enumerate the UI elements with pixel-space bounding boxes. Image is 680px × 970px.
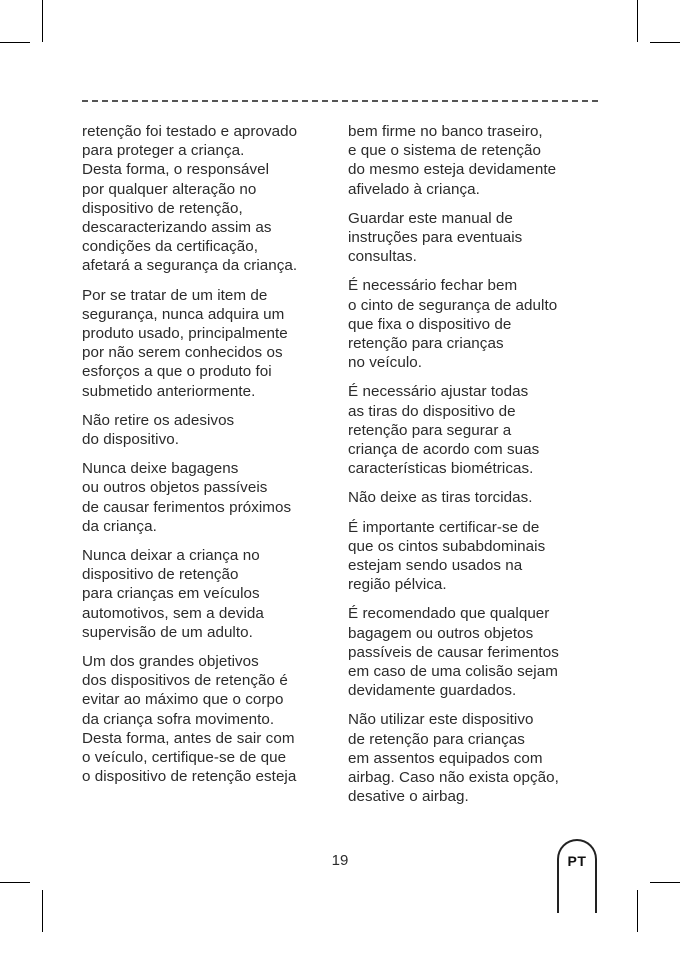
- paragraph: Por se tratar de um item de segurança, nunca adquira um produto usado, principalmente por não serem conhecidos os esforços a que o produto foi submetido anteriormente.: [82, 286, 288, 400]
- paragraph: Nunca deixe bagagens ou outros objetos passíveis de causar ferimentos próximos da criança.: [82, 460, 292, 535]
- crop-mark: [0, 882, 30, 883]
- crop-mark: [0, 42, 30, 43]
- crop-mark: [42, 890, 43, 932]
- left-column: [82, 122, 337, 797]
- language-tab: [557, 839, 597, 913]
- crop-mark: [637, 0, 638, 42]
- dashed-divider: [82, 100, 598, 102]
- paragraph: retenção foi testado e aprovado para proteger a criança. Desta forma, o responsável por qualquer alteração no dispositivo de retenção, descaracterizando assim as condições da certificação, afetará a segurança da criança.: [82, 123, 298, 275]
- crop-mark: [42, 0, 43, 42]
- paragraph: Nunca deixar a criança no dispositivo de retenção para crianças em veículos automotivos, sem a devida supervisão de um adulto.: [82, 547, 264, 641]
- paragraph: É importante certificar-se de que os cintos subabdominais estejam sendo usados na região pélvica.: [348, 518, 546, 594]
- paragraph: bem firme no banco traseiro, e que o sistema de retenção do mesmo esteja devidamente afivelado à criança.: [348, 123, 557, 198]
- paragraph: Guardar este manual de instruções para eventuais consultas.: [348, 209, 523, 266]
- paragraph: É recomendado que qualquer bagagem ou outros objetos passíveis de causar ferimentos em caso de uma colisão sejam devidamente guardados.: [348, 605, 559, 700]
- crop-mark: [637, 890, 638, 932]
- paragraph: Um dos grandes objetivos dos dispositivos de retenção é evitar ao máximo que o corpo da criança sofra movimento. Desta forma, antes de sair com o veículo, certifique-se de que o dispositivo de retenção esteja: [82, 653, 297, 786]
- right-column: [348, 122, 598, 817]
- page-number: 19: [331, 852, 349, 869]
- language-tab-label: PT: [567, 853, 587, 869]
- paragraph: Não retire os adesivos do dispositivo.: [82, 411, 235, 449]
- paragraph: Não utilizar este dispositivo de retenção para crianças em assentos equipados com airbag. Caso não exista opção, desative o airbag.: [348, 711, 559, 806]
- paragraph: É necessário ajustar todas as tiras do dispositivo de retenção para segurar a criança de acordo com suas características biométricas.: [348, 383, 540, 478]
- paragraph: Não deixe as tiras torcidas.: [348, 489, 533, 507]
- crop-mark: [650, 882, 680, 883]
- paragraph: É necessário fechar bem o cinto de segurança de adulto que fixa o dispositivo de retenção para crianças no veículo.: [348, 277, 558, 372]
- crop-mark: [650, 42, 680, 43]
